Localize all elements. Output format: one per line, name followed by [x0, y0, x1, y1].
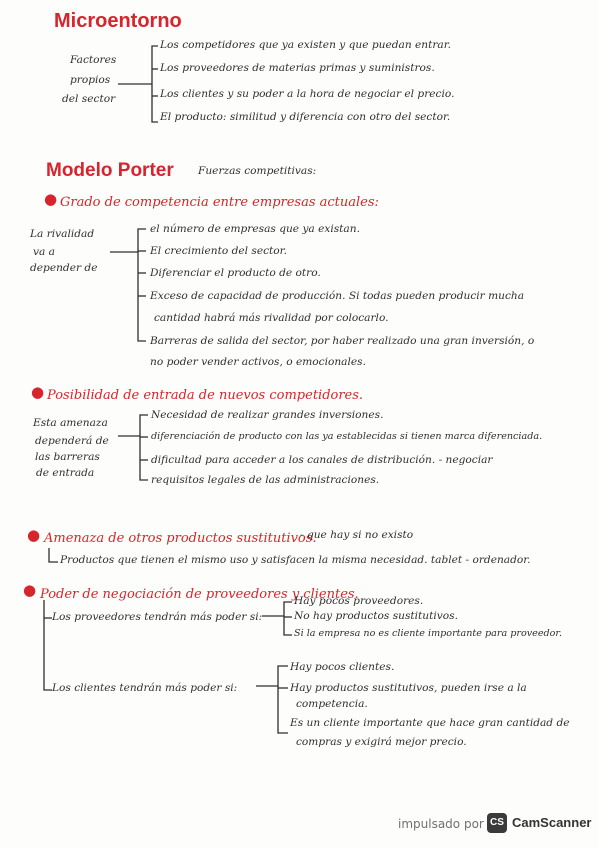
grado-item-4-cont: cantidad habrá más rivalidad por colocarlo. — [154, 312, 389, 324]
camscanner-brand: CamScanner — [512, 815, 592, 830]
proveedores-item-2: No hay productos sustitutivos. — [294, 610, 458, 622]
entrada-item-3: dificultad para acceder a los canales de distribución. - negociar — [151, 454, 493, 466]
microentorno-label-line-2: propios — [70, 74, 111, 86]
proveedores-item-3: Si la empresa no es cliente importante para proveedor. — [294, 628, 563, 639]
grado-label-line-3: depender de — [30, 262, 98, 274]
porter-subtitle: Fuerzas competitivas: — [198, 165, 317, 177]
grado-heading: Grado de competencia entre empresas actuales: — [60, 195, 379, 210]
microentorno-label-line-3: del sector — [62, 93, 116, 105]
bullet-icon: ● — [44, 190, 58, 208]
microentorno-item-3: Los clientes y su poder a la hora de negociar el precio. — [160, 88, 455, 100]
entrada-item-1: Necesidad de realizar grandes inversiones. — [151, 409, 384, 421]
clientes-item-3: Es un cliente importante que hace gran cantidad de — [290, 717, 570, 729]
entrada-label-line-1: Esta amenaza — [33, 417, 108, 429]
microentorno-item-4: El producto: similitud y diferencia con otro del sector. — [160, 111, 451, 123]
proveedores-label: Los proveedores tendrán más poder si: — [52, 611, 263, 623]
grado-label-line-2: va a — [33, 246, 55, 258]
grado-item-3: Diferenciar el producto de otro. — [150, 267, 321, 279]
grado-item-2: El crecimiento del sector. — [150, 245, 287, 257]
grado-item-5: Barreras de salida del sector, por haber realizado una gran inversión, o — [150, 335, 535, 347]
camscanner-logo-icon: CS — [487, 813, 507, 833]
proveedores-item-1: Hay pocos proveedores. — [294, 595, 424, 607]
entrada-item-2: diferenciación de producto con las ya establecidas si tienen marca diferenciada. — [151, 431, 543, 442]
bullet-icon: ● — [27, 526, 41, 544]
clientes-item-3-cont: compras y exigirá mejor precio. — [296, 736, 467, 748]
grado-item-5-cont: no poder vender activos, o emocionales. — [150, 356, 366, 368]
microentorno-item-1: Los competidores que ya existen y que puedan entrar. — [160, 39, 452, 51]
entrada-label-line-3: las barreras — [35, 451, 100, 463]
microentorno-item-2: Los proveedores de materias primas y suministros. — [160, 62, 435, 74]
negociacion-heading: Poder de negociación de proveedores y clientes. — [40, 587, 359, 602]
microentorno-title: Microentorno — [54, 10, 182, 32]
clientes-item-2-cont: competencia. — [296, 698, 368, 710]
clientes-item-1: Hay pocos clientes. — [290, 661, 395, 673]
entrada-label-line-4: de entrada — [36, 467, 95, 479]
sustitutivos-item: Productos que tienen el mismo uso y satisfacen la misma necesidad. tablet - ordenador. — [60, 554, 531, 566]
powered-by-label: impulsado por — [398, 817, 484, 831]
bullet-icon: ● — [31, 383, 45, 401]
grado-item-1: el número de empresas que ya existan. — [150, 223, 360, 235]
sustitutivos-note: - que hay si no existo — [300, 529, 414, 541]
entrada-item-4: requisitos legales de las administraciones. — [151, 474, 380, 486]
porter-title: Modelo Porter — [46, 160, 174, 181]
bullet-icon: ● — [23, 581, 37, 599]
entrada-heading: Posibilidad de entrada de nuevos competidores. — [47, 388, 364, 403]
clientes-label: Los clientes tendrán más poder si: — [52, 682, 238, 694]
microentorno-label-line-1: Factores — [70, 54, 117, 66]
clientes-item-2: Hay productos sustitutivos, pueden irse a la — [290, 682, 527, 694]
grado-item-4: Exceso de capacidad de producción. Si todas pueden producir mucha — [150, 290, 525, 302]
grado-label-line-1: La rivalidad — [30, 228, 95, 240]
entrada-label-line-2: dependerá de — [35, 435, 109, 447]
sustitutivos-heading: Amenaza de otros productos sustitutivos. — [44, 531, 317, 546]
